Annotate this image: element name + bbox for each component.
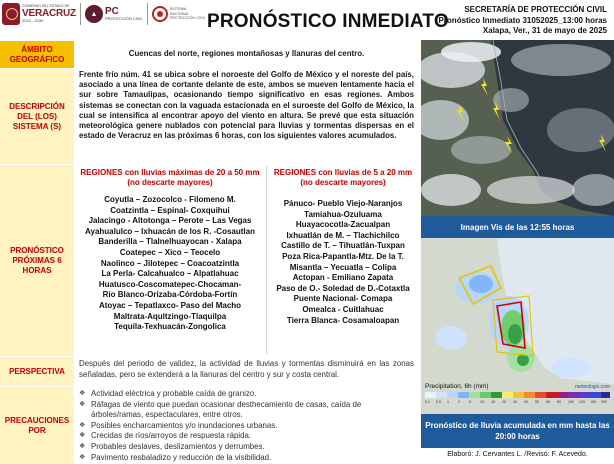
veracruz-logo-name: VERACRUZ [22,7,76,19]
diamond-bullet-icon: ❖ [79,421,86,429]
veracruz-logo [2,3,76,25]
bulletin-id: Pronóstico Inmediato 31052025_13:00 horas [438,15,607,25]
precip-scale-label: 20 [502,400,506,404]
logo-separator [147,3,148,25]
region-left-item: Ayahualulco – Ixhuacán de los R. -Cosautlan [85,226,255,236]
persp-text: Después del periodo de validez, la actividad de lluvias y tormentas disminuirá en las zonas señaladas, pero se extenderá a la llanuras del centro y sur y costa central. [74,356,419,386]
pc-logo-name: PC [104,5,119,17]
precautions-cell [74,386,419,464]
region-left-item: Atoyac – Tepatlaxco- Paso del Macho [98,300,242,310]
precaution-item [79,389,414,400]
region-right-item: Huayacocotla-Zacualpan [295,220,391,230]
sn-line-2: NACIONAL [169,11,190,16]
pc-logo [85,5,143,23]
region-right-item: Paso de O.- Soledad de D.-Cotaxtla [276,283,410,293]
precip-source: meteologix.com [574,384,610,390]
precip-scale-label: 60 [546,400,550,404]
region-right-item: Tierra Blanca- Cosamaloapan [286,315,400,325]
precip-scale-label: 30 [513,400,517,404]
sn-line-3: PROTECCIÓN CIVIL [169,16,206,21]
diamond-bullet-icon: ❖ [79,453,86,461]
region-right-item: Castillo de T. – Tihuatlán-Tuxpan [281,241,405,251]
precip-scale-label: 0.1 [425,400,430,404]
pc-mark-icon: ▲ [85,5,103,23]
precip-scale-label: 50 [535,400,539,404]
ambito-label: ÁMBITO GEOGRÁFICO [0,40,74,68]
veracruz-logo-years: 2024 - 2030 [22,17,44,23]
bulletin-date: Xalapa, Ver., 31 de mayo de 2025 [482,26,607,35]
persp-label: PERSPECTIVA [0,356,74,386]
region-right-item: Ixhuatlán de M. – Tlachichilco [286,230,400,240]
regions-left-list [76,195,264,333]
region-left-item: Maltrata-Aqultzingo-Tlaquilpa [113,311,227,321]
regions-right-list [268,199,418,326]
veracruz-seal-icon [2,3,20,25]
header [0,0,614,36]
precip-map-svg [421,238,614,414]
precaution-text: Crecidas de ríos/arroyos de respuesta rápida. [91,431,252,441]
region-left-item: Coyutla – Zozocolco - Filomeno M. [104,195,236,204]
region-left-item: Coatepec – Xico – Teocelo [119,247,221,257]
logos [2,3,206,25]
precip-scale-label: 5 [469,400,471,404]
precip-title: Precipitation, 6h (mm) [425,383,489,390]
precaution-item [79,453,414,464]
regions-divider [266,166,267,354]
ambito-text: Cuencas del norte, regiones montañosas y llanuras del centro. [74,40,419,68]
precip-scale-label: 2 [458,400,460,404]
precip-image [421,238,614,414]
sn-logo [152,6,206,22]
satellite-image [421,40,614,216]
page-title: PRONÓSTICO INMEDIATO [207,11,449,32]
diamond-bullet-icon: ❖ [79,390,86,397]
sat-caption: Imagen Vis de las 12:55 horas [421,216,614,238]
region-right-item: Pánuco- Pueblo Viejo-Naranjos [283,199,403,208]
precip-caption: Pronóstico de lluvia acumulada en mm hasta las 20:00 horas [421,414,614,448]
region-left-item: Coatzintla – Espinal- Coxquihui [110,205,230,215]
desc-label: DESCRIPCIÓN DEL (LOS) SISTEMA (S) [0,68,74,164]
precaution-item [79,442,414,453]
region-left-item: Banderilla – Tlalnelhuayocan - Xalapa [98,237,242,247]
sn-line-1: SISTEMA [169,7,187,12]
desc-text: Frente frío núm. 41 se ubica sobre el noroeste del Golfo de México y el noreste del país, asociado a una línea de cortante delante de este, ambos se mueven lentamente hacia el sur sobre Tamaulipas, ocasionando tiempo significativo en esas regiones. Ambos sistemas se conectan con la vaguada estacionada en el suroeste del Golfo de México, la cual se intensifica al encontrar apoyo del viento en altura. Se prevé que esta situación meteorológica genere nublados con potencial para lluvias y tormentas dispersas en el estado de Veracruz en las próximas 6 horas, con los siguientes valores acumulados. [74,68,419,164]
pc-logo-sub: PROTECCIÓN CIVIL [104,16,143,22]
precaution-text: Pavimento resbaladizo y reducción de la visibilidad. [91,452,272,462]
diamond-bullet-icon: ❖ [79,400,86,408]
precaution-text: Posibles encharcamientos y/o inundaciones urbanas. [91,420,278,430]
agency-block [438,5,607,37]
diamond-bullet-icon: ❖ [79,432,86,440]
precip-scale-label: 10 [480,400,484,404]
pron-label: PRONÓSTICO PRÓXIMAS 6 HORAS [0,164,74,356]
veracruz-logo-small: GOBIERNO DEL ESTADO DE [22,4,70,9]
region-left-item: Río Blanco-Orizaba-Córdoba-Fortín [102,290,238,300]
region-right-item: Omealca - Cuitlahuac [302,304,384,314]
precaution-item [79,421,414,432]
precautions-list [74,386,419,464]
regions-left-head: REGIONES con lluvias máximas de 20 a 50 mm (no descarte mayores) [80,168,260,187]
region-left-item: Huatusco-Coscomatepec-Chocaman- [98,279,242,289]
region-left-item: Tequila-Texhuacán-Zongolica [114,322,226,332]
diamond-bullet-icon: ❖ [79,442,86,450]
region-right-item: Misantla – Yecuatla – Colipa [289,262,397,272]
precaution-text: Probables deslaves, deslizamientos y derrumbes. [91,441,265,451]
region-right-item: Puente Nacional- Comapa [293,294,393,304]
precip-scale-label: 80 [557,400,561,404]
sn-mark-icon [152,6,168,22]
prec-label: PRECAUCIONES POR [0,386,74,464]
region-left-item: La Perla- Calcahualco – Alpatlahuac [101,269,239,279]
precip-scale-label: 125 [579,400,585,404]
precip-scale-label: 100 [568,400,574,404]
precaution-item [79,431,414,442]
precip-colorbar [425,392,610,398]
region-left-item: Naolinco – Jilotepec – Coacoatzintla [100,258,240,268]
region-left-item: Jalacingo - Altotonga – Perote – Las Vegas [88,216,252,226]
satellite-svg [421,40,614,216]
regions-right-head: REGIONES con lluvias de 5 a 20 mm (no descarte mayores) [273,168,413,187]
region-right-item: Poza Rica-Papantla-Mtz. De la T. [282,251,404,261]
precip-scale-label: 40 [524,400,528,404]
precip-scale-label: 0.5 [436,400,441,404]
precip-scale-label: 1 [447,400,449,404]
precip-scale-label: 150 [590,400,596,404]
region-right-item: Actopan - Emiliano Zapata [292,273,394,283]
precaution-text: Actividad eléctrica y probable caída de granizo. [91,389,257,398]
region-right-item: Tamiahua-Ozuluama [304,209,382,219]
precip-scale-label: 15 [491,400,495,404]
precaution-text: Ráfagas de viento que puedan ocasionar desthecamiento de casas, caída de árboles/ramas, espectaculares, entre otros. [91,399,362,420]
footer-credits: Elaboró: J. Cervantes L. /Revisó: F. Acevedo. [447,451,588,458]
precip-scale-label: 200 [601,400,607,404]
logo-separator [80,3,81,25]
agency-name: SECRETARÍA DE PROTECCIÓN CIVIL [464,5,607,14]
precaution-item [79,400,414,421]
